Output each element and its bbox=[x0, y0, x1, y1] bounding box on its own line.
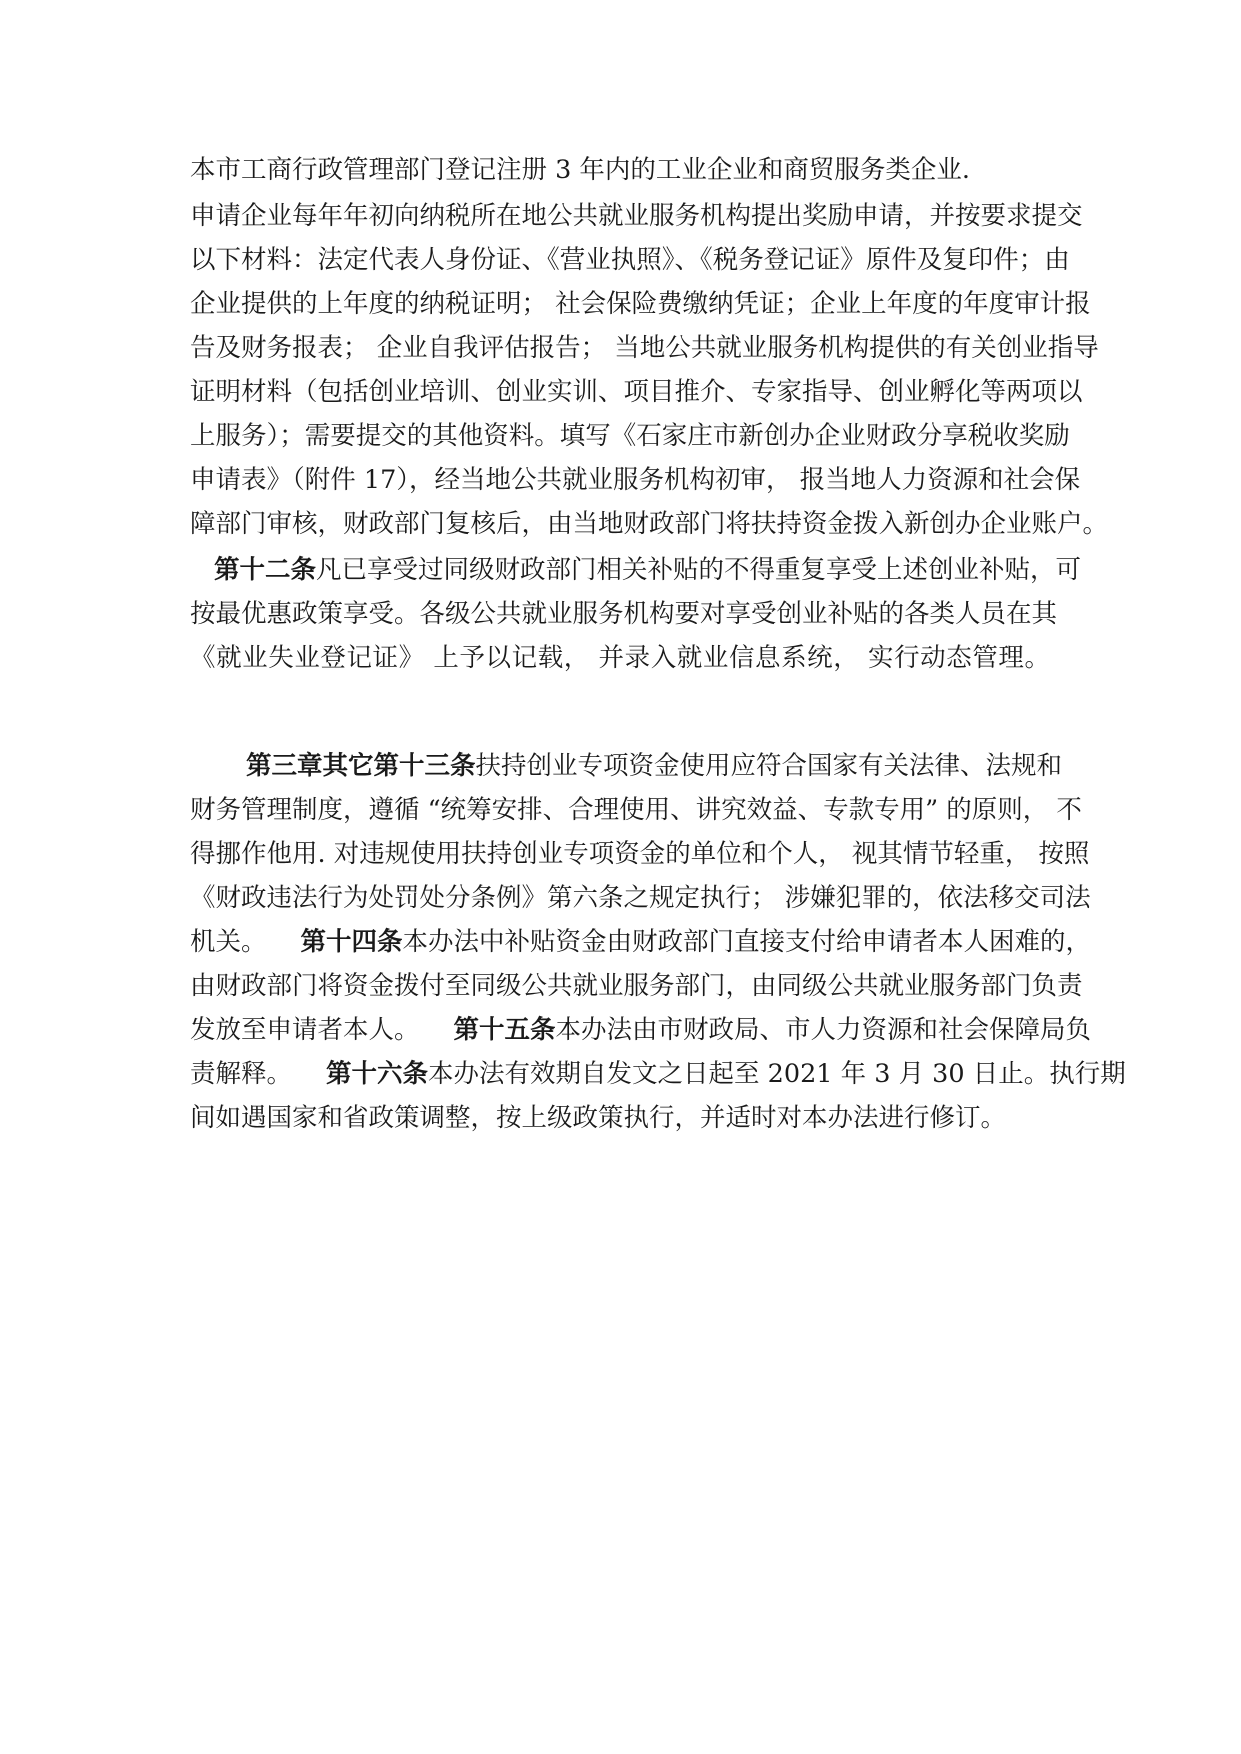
article-12-line-1 bbox=[214, 550, 1082, 590]
paragraph-line: 财务管理制度，遵循 “统筹安排、合理使用、讲究效益、专款专用” 的原则， 不 bbox=[190, 795, 1082, 825]
article-15-label: 第十五条 bbox=[453, 1015, 556, 1045]
article-12-line-3: 《就业失业登记证》 上予以记载， 并录入就业信息系统， 实行动态管理。 bbox=[190, 643, 1050, 673]
article-12-line-2: 按最优惠政策享受。各级公共就业服务机构要对享受创业补贴的各类人员在其 bbox=[190, 599, 1058, 629]
paragraph-line: 申请企业每年年初向纳税所在地公共就业服务机构提出奖励申请，并按要求提交 bbox=[190, 201, 1083, 231]
chapter-3-line-1 bbox=[246, 746, 1063, 786]
paragraph-line: 《财政违法行为处罚处分条例》第六条之规定执行； 涉嫌犯罪的，依法移交司法 bbox=[190, 883, 1091, 913]
article-12-label: 第十二条 bbox=[214, 555, 317, 585]
paragraph-line: 障部门审核，财政部门复核后，由当地财政部门将扶持资金拨入新创办企业账户。 bbox=[190, 509, 1109, 539]
line-text: 机关。 bbox=[190, 927, 267, 957]
paragraph-line: 告及财务报表； 企业自我评估报告； 当地公共就业服务机构提供的有关创业指导 bbox=[190, 333, 1099, 363]
chapter-3-heading: 第三章其它第十三条 bbox=[246, 751, 476, 781]
line-text: 发放至申请者本人。 bbox=[190, 1015, 420, 1045]
article-15-text: 本办法由市财政局、市人力资源和社会保障局负 bbox=[555, 1015, 1092, 1045]
article-14-line bbox=[190, 922, 1092, 962]
paragraph-line: 本市工商行政管理部门登记注册 3 年内的工业企业和商贸服务类企业. bbox=[190, 155, 971, 185]
paragraph-line: 间如遇国家和省政策调整，按上级政策执行，并适时对本办法进行修订。 bbox=[190, 1103, 1007, 1133]
paragraph-line: 由财政部门将资金拨付至同级公共就业服务部门，由同级公共就业服务部门负责 bbox=[190, 971, 1083, 1001]
article-13-text: 扶持创业专项资金使用应符合国家有关法律、法规和 bbox=[475, 751, 1063, 781]
paragraph-line: 得挪作他用. 对违规使用扶持创业专项资金的单位和个人， 视其情节轻重， 按照 bbox=[190, 839, 1090, 869]
paragraph-line: 企业提供的上年度的纳税证明； 社会保险费缴纳凭证；企业上年度的年度审计报 bbox=[190, 289, 1091, 319]
article-15-line bbox=[190, 1010, 1092, 1050]
article-14-label: 第十四条 bbox=[300, 927, 403, 957]
article-16-label: 第十六条 bbox=[326, 1059, 429, 1089]
paragraph-line: 证明材料（包括创业培训、创业实训、项目推介、专家指导、创业孵化等两项以 bbox=[190, 377, 1083, 407]
article-16-text: 本办法有效期自发文之日起至 2021 年 3 月 30 日止。执行期 bbox=[428, 1059, 1126, 1089]
line-text: 责解释。 bbox=[190, 1059, 293, 1089]
paragraph-line: 以下材料：法定代表人身份证、《营业执照》、《税务登记证》原件及复印件；由 bbox=[190, 245, 1070, 275]
article-16-line bbox=[190, 1054, 1126, 1094]
paragraph-line: 申请表》（附件 17），经当地公共就业服务机构初审， 报当地人力资源和社会保 bbox=[190, 465, 1081, 495]
article-14-text: 本办法中补贴资金由财政部门直接支付给申请者本人困难的， bbox=[402, 927, 1092, 957]
paragraph-line: 上服务）；需要提交的其他资料。填写《石家庄市新创办企业财政分享税收奖励 bbox=[190, 421, 1070, 451]
article-12-text: 凡已享受过同级财政部门相关补贴的不得重复享受上述创业补贴，可 bbox=[316, 555, 1082, 585]
